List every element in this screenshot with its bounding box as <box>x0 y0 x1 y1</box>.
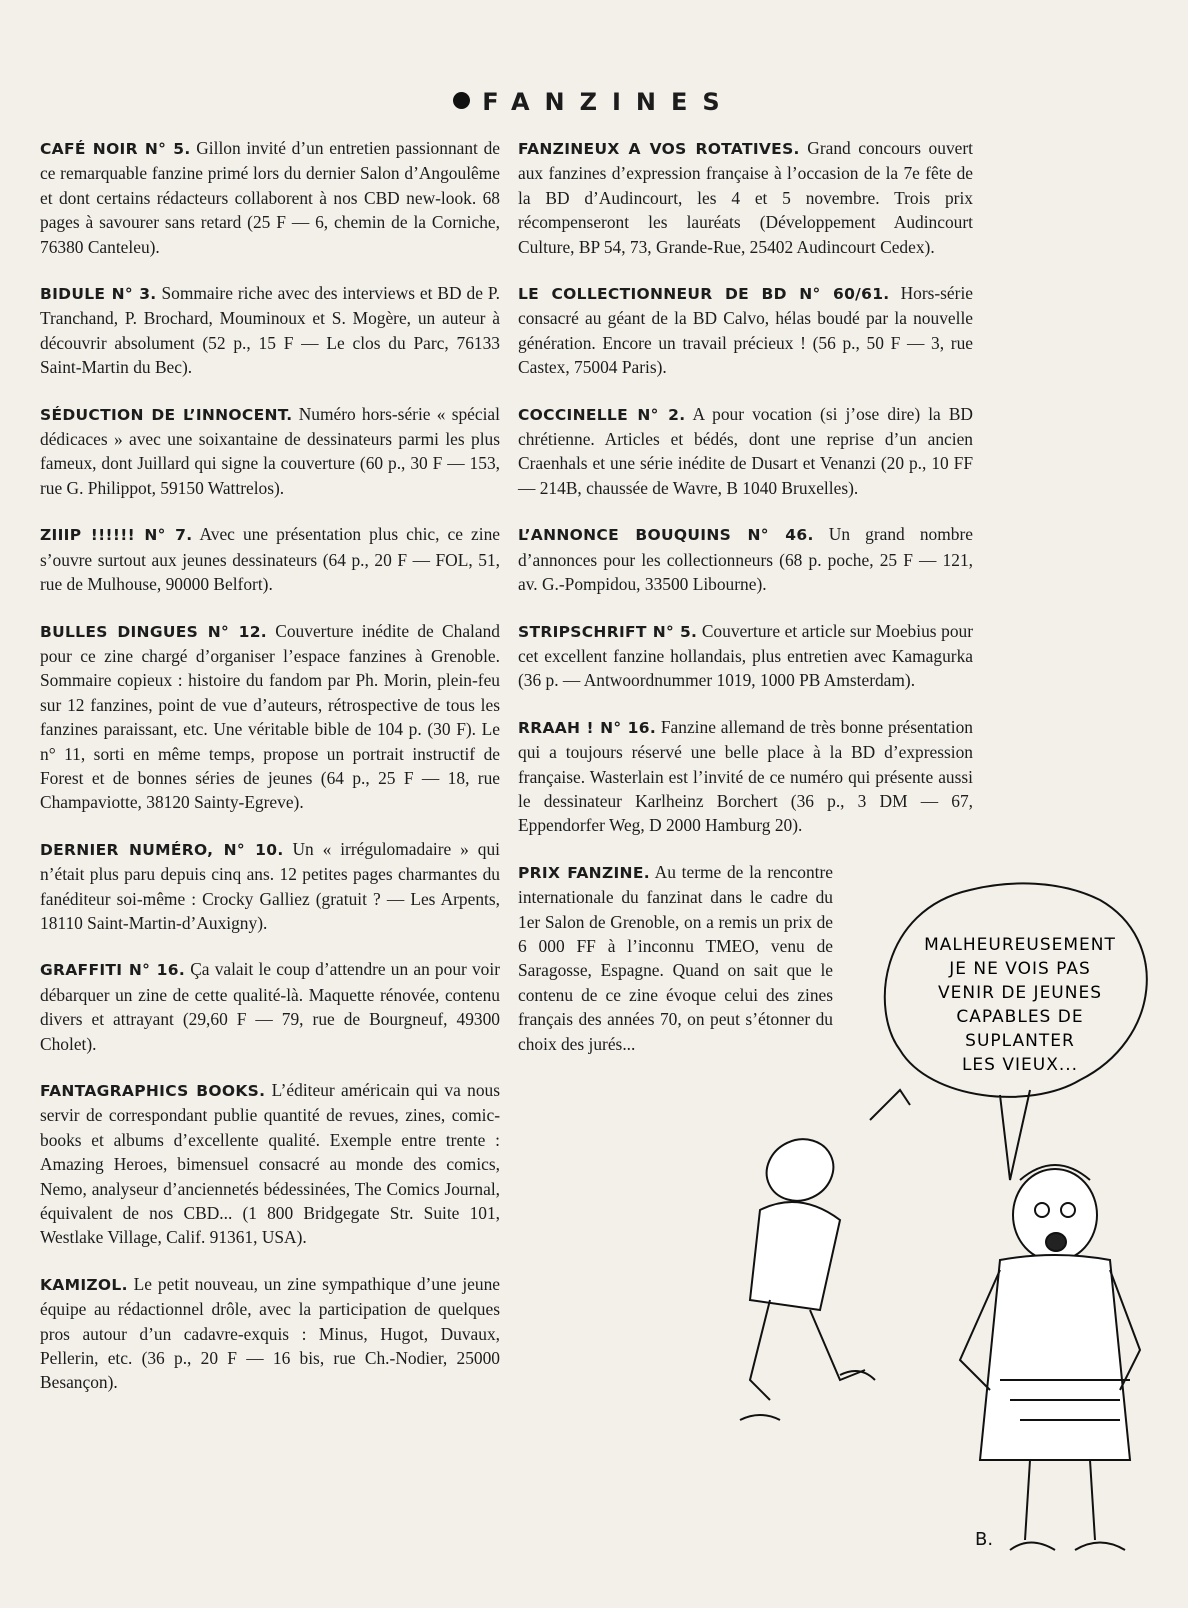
entry-heading: ZIIIP !!!!!! N° 7. <box>40 526 193 545</box>
entry-heading: SÉDUCTION DE L’INNOCENT. <box>40 405 293 424</box>
article-entry <box>40 402 500 501</box>
article-entry <box>40 837 500 936</box>
entry-body: Fanzine allemand de très bonne présentation qui a toujours réservé une belle place à la BD d’expression française. Wasterlain est l’invité de ce numéro qui présente aussi le dessinateur Karlheinz Borchert (36 p., 3 DM — 67, Eppendorfer Weg, D 2000 Hamburg 20). <box>518 716 973 836</box>
entry-heading: CAFÉ NOIR N° 5. <box>40 140 191 158</box>
entry-body: Au terme de la rencontre internationale du fanzinat dans le cadre du 1er Salon de Grenoble, on a remis un prix de 6 000 FF à l’inconnu TMEO, venu de Saragosse, Espagne. Quand on sait que le contenu de ce zine évoque celui des zines français des années 70, on peut s’étonner du choix des jurés... <box>518 861 833 1054</box>
speech-line: VENIR DE JEUNES <box>938 983 1102 1003</box>
entry-body: A pour vocation (si j’ose dire) la BD chrétienne. Articles et bédés, dont une reprise d’un ancien Craenhals et une série inédite de Dusart et Venanzi (20 p., 10 FF — 214B, chaussée de Wavre, B 1040 Bruxelles). <box>518 403 973 498</box>
entry-heading: RRAAH ! N° 16. <box>518 718 657 737</box>
entry-body: L’éditeur américain qui va nous servir de correspondant publie quantité de revues, zines, comic-books et albums d’excellente qualité. Exemple entre trente : Amazing Heroes, bimensuel consacré au monde des comics, Nemo, analyseur d’anciennetés bédessinées, The Comics Journal, équivalent de nos CBD... (1 800 Bridgegate Str. Suite 101, Westlake Village, Calif. 91361, USA). <box>40 1080 500 1248</box>
entry-body: Numéro hors-série « spécial dédicaces » avec une soixantaine de dessinateurs parmi les plus fameux, dont Juillard qui signe la couverture (60 p., 30 F — 153, rue G. Philippot, 59150 Wattrelos). <box>40 403 500 498</box>
entry-body: Ça valait le coup d’attendre un an pour voir débarquer un zine de cette qualité-là. Maquette rénovée, contenu divers et attrayant (29,60 F — 79, rue de Bourgneuf, 49300 Cholet). <box>40 959 500 1054</box>
entry-heading: FANZINEUX A VOS ROTATIVES. <box>518 140 800 158</box>
entry-body: Le petit nouveau, un zine sympathique d’une jeune équipe au rédactionnel drôle, avec la participation de quelques pros autour d’un cadavre-exquis : Minus, Hugot, Duvaux, Pellerin, etc. (36 p., 20 F — 16 bis, rue Ch.-Nodier, 25000 Besançon). <box>40 1273 500 1393</box>
entry-body: Un « irrégulomadaire » qui n’était plus paru depuis cinq ans. 12 petites pages charmantes du fanéditeur soi-même : Crocky Galliez (gratuit ? — Les Arpents, 18110 Saint-Martin-d’Auxigny). <box>40 838 500 933</box>
entry-body: Avec une présentation plus chic, ce zine s’ouvre surtout aux jeunes dessinateurs (64 p., 20 F — FOL, 51, rue de Mulhouse, 90000 Belfort). <box>40 524 500 595</box>
young-man-figure <box>740 1090 910 1420</box>
entry-body: Couverture inédite de Chaland pour ce zine chargé d’organiser l’espace fanzines à Grenoble. Sommaire copieux : histoire du fandom par Ph. Morin, plein-feu sur 12 fanzines, point de vue d’auteurs, rétrospective de tous les fanzines paraissant, etc. Une véritable bible de 104 p. (30 F). Le n° 11, sorti en même temps, propose un portrait instructif de Forest et de bonnes séries de jeunes (64 p., 25 F — 18, rue Champaviotte, 38120 Sainty-Egreve). <box>40 620 500 813</box>
speech-line: CAPABLES DE <box>956 1007 1084 1027</box>
entry-heading: PRIX FANZINE. <box>518 863 650 882</box>
left-column <box>40 136 500 1417</box>
old-man-figure <box>960 1165 1140 1550</box>
entry-body: Sommaire riche avec des interviews et BD de P. Tranchand, P. Brochard, Mouminoux et S. Mogère, un auteur à découvrir absolument (52 p., 15 F — Le clos du Parc, 76133 Saint-Martin du Bec). <box>40 283 500 378</box>
page-title: FANZINES <box>0 88 1188 116</box>
entry-body: Gillon invité d’un entretien passionnant de ce remarquable fanzine primé lors du dernier Salon d’Angoulême et dont certains rédacteurs collaborent à nos CBD new-look. 68 pages à savourer sans retard (25 F — 6, chemin de la Corniche, 76380 Canteleu). <box>40 138 500 257</box>
article-entry <box>40 136 500 259</box>
artist-signature: B. <box>975 1529 994 1550</box>
entry-body: Couverture et article sur Moebius pour cet excellent fanzine hollandais, plus entretien avec Kamagurka (36 p. — Antwoordnummer 1019, 1000 PB Amsterdam). <box>518 620 974 691</box>
entry-heading: STRIPSCHRIFT N° 5. <box>518 622 698 641</box>
entry-heading: LE COLLECTIONNEUR DE BD N° 60/61. <box>518 285 890 304</box>
entry-heading: DERNIER NUMÉRO, N° 10. <box>40 840 284 859</box>
entry-body: Hors-série consacré au géant de la BD Calvo, hélas boudé par la nouvelle génération. Encore un travail précieux ! (56 p., 50 F — 3, rue Castex, 75004 Paris). <box>518 283 973 378</box>
article-entry <box>40 619 500 815</box>
entry-heading: COCCINELLE N° 2. <box>518 405 686 424</box>
speech-line: MALHEUREUSEMENT <box>924 935 1116 955</box>
article-entry <box>40 281 500 380</box>
article-entry <box>40 957 500 1056</box>
entry-heading: KAMIZOL. <box>40 1275 128 1294</box>
article-entry <box>518 619 973 693</box>
entry-heading: FANTAGRAPHICS BOOKS. <box>40 1082 266 1100</box>
speech-line: JE NE VOIS PAS <box>949 959 1091 979</box>
speech-line: SUPLANTER <box>965 1031 1075 1051</box>
article-entry <box>40 522 500 596</box>
bullet-dot-icon <box>453 92 470 109</box>
entry-heading: BULLES DINGUES N° 12. <box>40 622 267 641</box>
article-entry <box>518 136 973 259</box>
cartoon-illustration <box>700 880 1180 1600</box>
entry-body: Un grand nombre d’annonces pour les collectionneurs (68 p. poche, 25 F — 121, av. G.-Pompidou, 33500 Libourne). <box>518 524 973 595</box>
entry-heading: BIDULE N° 3. <box>40 285 157 304</box>
article-entry <box>518 402 973 501</box>
article-entry <box>518 715 973 838</box>
article-entry <box>518 522 973 596</box>
article-entry <box>40 1078 500 1250</box>
entry-body: Grand concours ouvert aux fanzines d’expression française à l’occasion de la 7e fête de la BD d’Audincourt, les 4 et 5 novembre. Trois prix récompenseront les lauréats (Développement Audincourt Culture, BP 54, 73, Grande-Rue, 25402 Audincourt Cedex). <box>518 138 973 257</box>
article-entry <box>40 1272 500 1395</box>
speech-line: LES VIEUX... <box>961 1055 1079 1075</box>
entry-heading: GRAFFITI N° 16. <box>40 961 186 980</box>
article-entry <box>518 281 973 380</box>
entry-heading: L’ANNONCE BOUQUINS N° 46. <box>518 526 814 545</box>
